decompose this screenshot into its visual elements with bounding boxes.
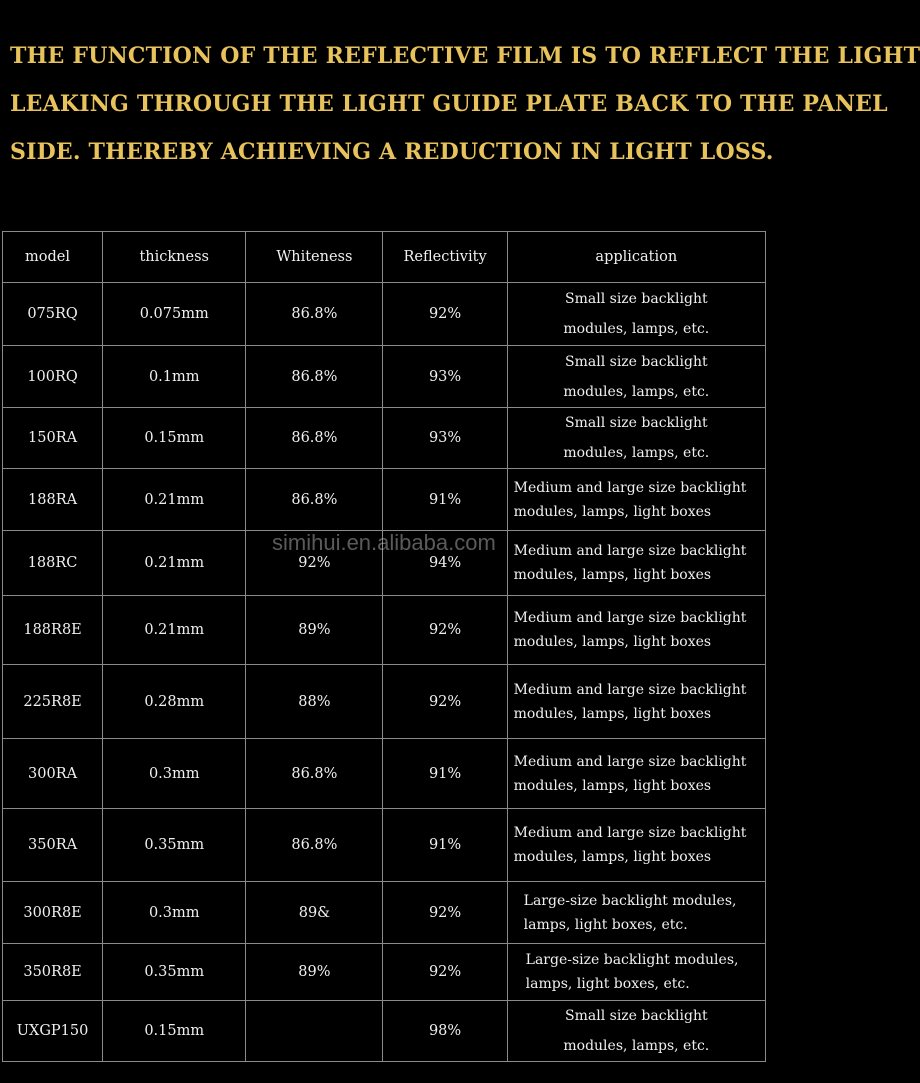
application-line-2: modules, lamps, light boxes [513,634,712,650]
application-line-2: modules, lamps, light boxes [513,567,712,583]
cell-reflectivity: 93% [383,408,507,469]
application-line-2: lamps, light boxes, etc. [525,976,690,992]
table-row [3,809,766,882]
application-line-1: Medium and large size backlight [513,681,747,698]
application-line-2: modules, lamps, light boxes [513,849,712,865]
cell-model: 188R8E [3,596,103,665]
cell-application [507,1001,765,1062]
cell-reflectivity: 92% [383,596,507,665]
cell-whiteness: 92% [246,531,383,596]
cell-whiteness: 86.8% [246,408,383,469]
cell-whiteness: 86.8% [246,346,383,408]
cell-model: 075RQ [3,283,103,346]
cell-reflectivity: 92% [383,944,507,1001]
application-line-1: Medium and large size backlight [513,479,747,496]
header-whiteness: Whiteness [246,232,383,283]
heading-line-1: THE FUNCTION OF THE REFLECTIVE FILM IS TO REFLECT THE LIGHT [10,43,920,69]
table-row [3,408,766,469]
cell-thickness: 0.15mm [103,408,246,469]
application-line-1: Medium and large size backlight [513,825,747,841]
cell-reflectivity: 91% [383,809,507,882]
application-line-2: modules, lamps, light boxes [513,705,712,722]
table-row [3,469,766,531]
cell-whiteness: 88% [246,665,383,739]
watermark-text: simihui.en.alibaba.com [272,530,496,555]
cell-thickness: 0.075mm [103,283,246,346]
cell-model: 225R8E [3,665,103,739]
cell-thickness: 0.1mm [103,346,246,408]
cell-application [507,283,765,346]
table-row [3,346,766,408]
cell-thickness: 0.28mm [103,665,246,739]
application-line-1: Small size backlight [565,1008,708,1024]
application-line-2: modules, lamps, etc. [563,383,710,400]
cell-thickness: 0.3mm [103,739,246,809]
cell-reflectivity: 91% [383,739,507,809]
cell-model: UXGP150 [3,1001,103,1062]
header-application: application [507,232,765,283]
table-row [3,882,766,944]
cell-application [507,739,765,809]
cell-application [507,408,765,469]
cell-thickness: 0.35mm [103,809,246,882]
cell-application [507,531,765,596]
cell-whiteness: 89% [246,944,383,1001]
application-line-2: modules, lamps, etc. [563,321,710,337]
application-line-1: Small size backlight [565,291,708,307]
cell-thickness: 0.21mm [103,596,246,665]
cell-model: 300R8E [3,882,103,944]
cell-model: 150RA [3,408,103,469]
cell-thickness: 0.35mm [103,944,246,1001]
cell-reflectivity: 93% [383,346,507,408]
application-line-1: Large-size backlight modules, [525,952,739,968]
cell-reflectivity: 92% [383,665,507,739]
cell-whiteness: 86.8% [246,283,383,346]
table-row [3,596,766,665]
application-line-1: Large-size backlight modules, [523,892,737,909]
cell-reflectivity: 98% [383,1001,507,1062]
header-reflectivity: Reflectivity [383,232,507,283]
cell-reflectivity: 92% [383,283,507,346]
heading-line-2: LEAKING THROUGH THE LIGHT GUIDE PLATE BACK TO THE PANEL [10,91,888,117]
cell-whiteness [246,1001,383,1062]
table-row [3,1001,766,1062]
cell-reflectivity: 94% [383,531,507,596]
table-header-row [3,232,766,283]
application-line-1: Small size backlight [565,353,708,370]
cell-model: 350R8E [3,944,103,1001]
cell-application [507,809,765,882]
reflective-film-spec-table [2,231,766,1062]
application-line-2: modules, lamps, etc. [563,445,710,461]
application-line-1: Medium and large size backlight [513,543,747,559]
cell-thickness: 0.21mm [103,469,246,531]
header-model: model [3,232,103,283]
cell-reflectivity: 91% [383,469,507,531]
cell-model: 188RC [3,531,103,596]
application-line-1: Small size backlight [565,415,708,431]
intro-heading [10,32,920,176]
cell-model: 100RQ [3,346,103,408]
cell-whiteness: 89% [246,596,383,665]
application-line-2: modules, lamps, etc. [563,1038,710,1054]
application-line-1: Medium and large size backlight [513,753,747,770]
cell-application [507,596,765,665]
cell-thickness: 0.15mm [103,1001,246,1062]
table-row [3,283,766,346]
cell-model: 350RA [3,809,103,882]
cell-thickness: 0.3mm [103,882,246,944]
cell-whiteness: 89& [246,882,383,944]
cell-whiteness: 86.8% [246,809,383,882]
application-line-2: lamps, light boxes, etc. [523,916,688,933]
application-line-1: Medium and large size backlight [513,610,747,626]
cell-whiteness: 86.8% [246,469,383,531]
cell-reflectivity: 92% [383,882,507,944]
cell-model: 188RA [3,469,103,531]
application-line-2: modules, lamps, light boxes [513,503,712,520]
table-row [3,665,766,739]
heading-line-3: SIDE. THEREBY ACHIEVING A REDUCTION IN LIGHT LOSS. [10,139,774,165]
table-row [3,531,766,596]
application-line-2: modules, lamps, light boxes [513,777,712,794]
cell-application [507,944,765,1001]
header-thickness: thickness [103,232,246,283]
cell-application [507,346,765,408]
cell-application [507,469,765,531]
cell-application [507,882,765,944]
table-row [3,944,766,1001]
cell-whiteness: 86.8% [246,739,383,809]
cell-model: 300RA [3,739,103,809]
cell-application [507,665,765,739]
cell-thickness: 0.21mm [103,531,246,596]
table-row [3,739,766,809]
